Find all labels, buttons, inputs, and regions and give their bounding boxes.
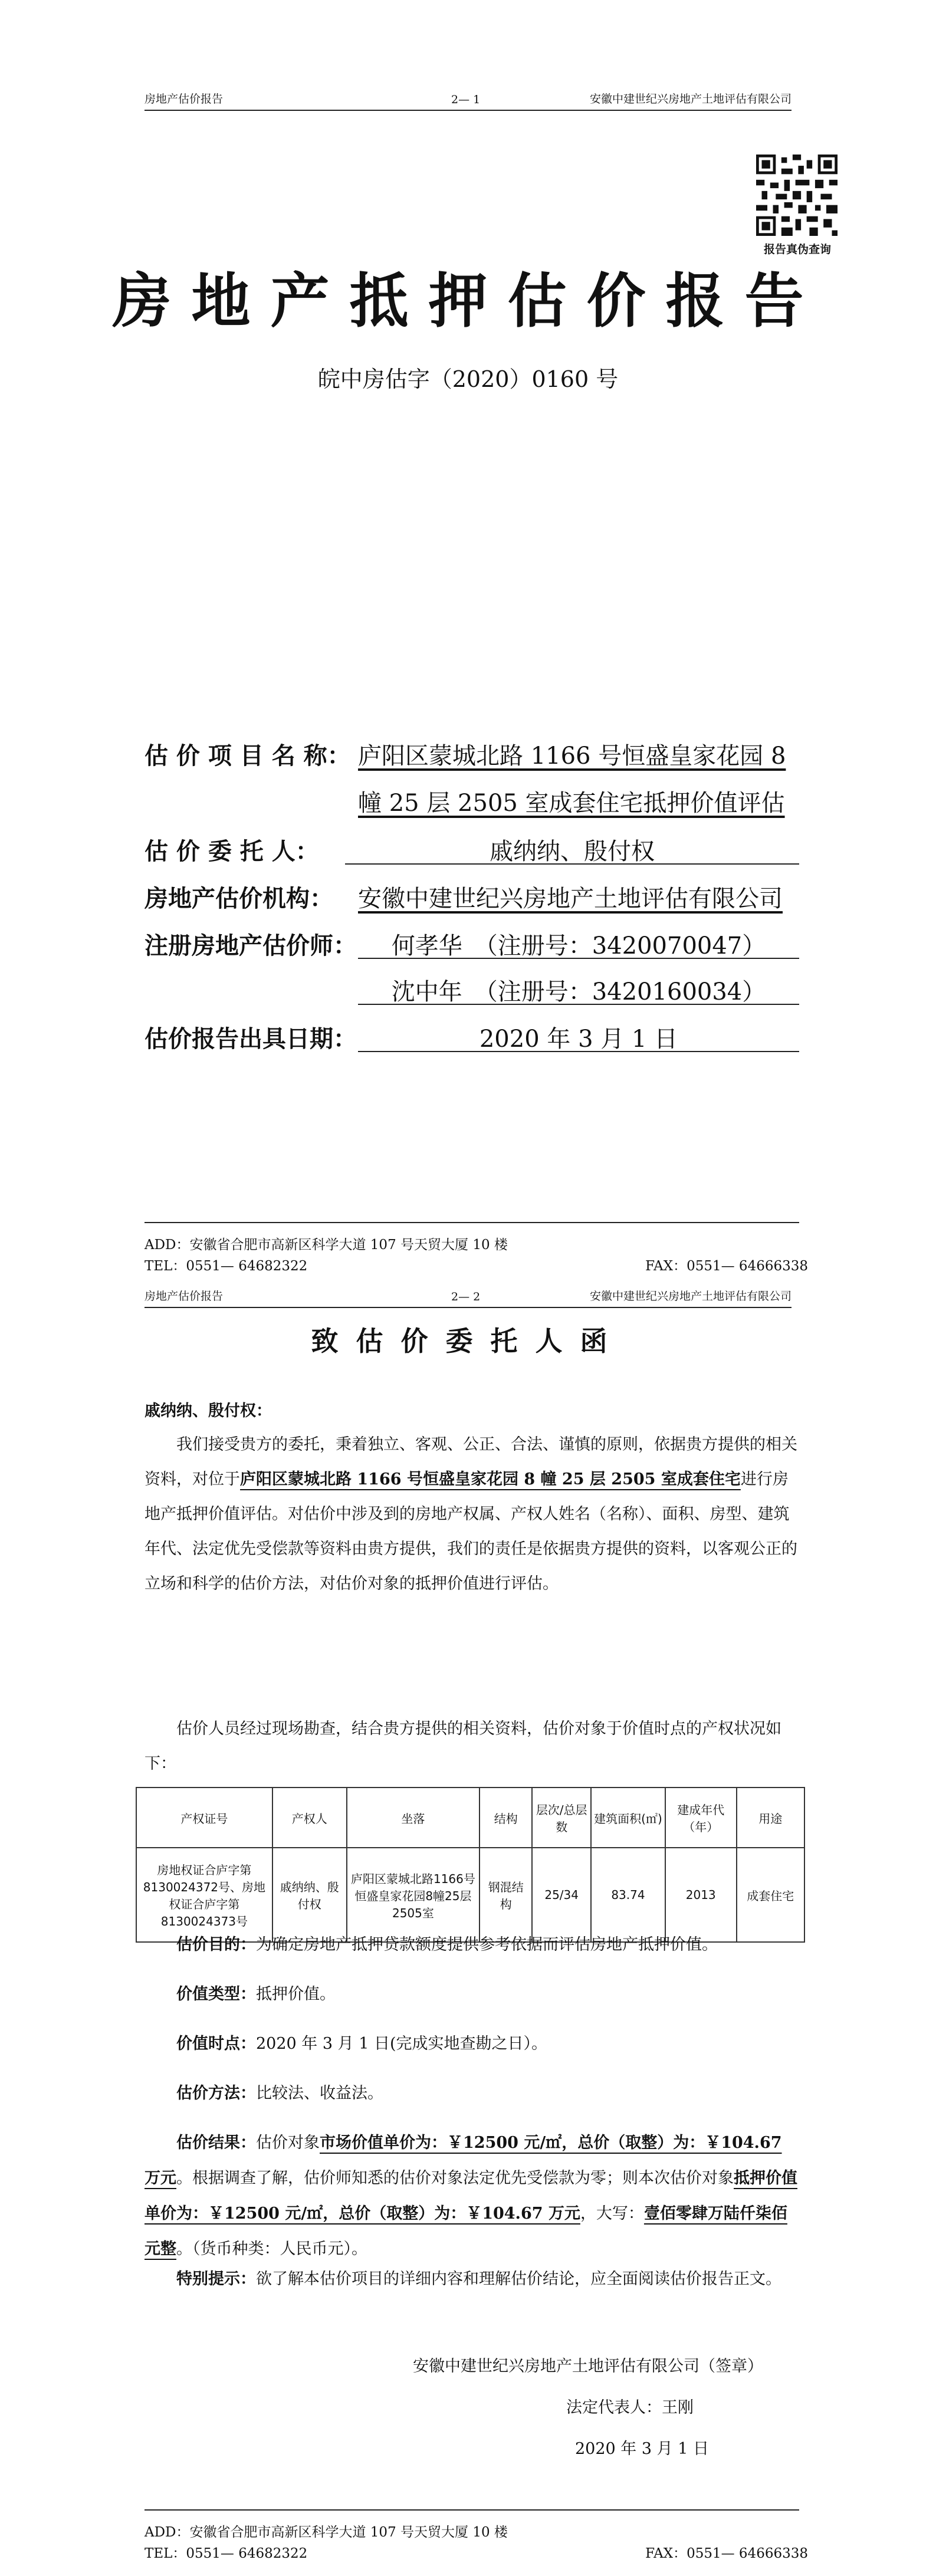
column-header: 结构 [480, 1788, 532, 1848]
report-title: 房地产抵押估价报告 [112, 266, 824, 336]
appraiser-value-2: 沈中年 （注册号：3420160034） [358, 973, 799, 1005]
section-value: 。根据调查了解，估价师知悉的估价对象法定优先受偿款为零；则本次估价对象 [176, 2169, 734, 2187]
market-value: 市场价值单价为：￥12500 元/㎡，总价（取整）为：￥104.67 万元 [144, 2134, 782, 2187]
field-label: 房地产估价机构： [144, 885, 333, 912]
amount-in-words: 壹佰零肆万陆仟柒佰元整 [144, 2204, 787, 2258]
property-table [136, 1787, 805, 1943]
page-header [144, 88, 792, 111]
section-value: 2020 年 3 月 1 日(完成实地查勘之日）。 [256, 2035, 548, 2053]
section-key: 估价方法： [176, 2084, 256, 2102]
header-right: 安徽中建世纪兴房地产土地评估有限公司 [589, 1290, 792, 1303]
footer-tel: TEL：0551— 64682322 [144, 2546, 308, 2561]
footer-fax: FAX：0551— 64666338 [645, 1259, 808, 1274]
section-key: 特别提示： [176, 2270, 256, 2288]
column-header: 建成年代（年） [665, 1788, 737, 1848]
column-header: 产权证号 [136, 1788, 272, 1848]
project-name-line1: 庐阳区蒙城北路 1166 号恒盛皇家花园 8 [358, 742, 786, 770]
table-cell: 房地权证合庐字第8130024372号、房地权证合庐字第8130024373号 [136, 1848, 272, 1942]
mortgage-value: 抵押价值单价为：￥12500 元/㎡，总价（取整）为：￥104.67 万元 [144, 2169, 797, 2223]
section-value: 估价对象 [256, 2134, 320, 2152]
section-value: ，大写： [580, 2204, 644, 2223]
field-label: 估 价 项 目 名 称： [144, 742, 351, 770]
section-key: 估价结果： [176, 2134, 256, 2152]
page-number: 2— 2 [451, 1290, 481, 1303]
section-key: 估价目的： [176, 1936, 256, 1954]
section-key: 价值时点： [176, 2035, 256, 2053]
letter-paragraph-1 [144, 1427, 798, 1601]
section-value: 抵押价值。 [256, 1985, 336, 2003]
letter-paragraph-2: 估价人员经过现场勘查，结合贵方提供的相关资料，估价对象于价值时点的产权状况如下： [144, 1720, 781, 1773]
section-value: 比较法、收益法。 [256, 2084, 383, 2102]
value-type-line [144, 1977, 798, 2012]
section-value: 欲了解本估价项目的详细内容和理解估价结论，应全面阅读估价报告正文。 [256, 2270, 781, 2288]
company-signature: 安徽中建世纪兴房地产土地评估有限公司（签章） [413, 2357, 763, 2375]
header-right: 安徽中建世纪兴房地产土地评估有限公司 [589, 93, 792, 106]
header-left: 房地产估价报告 [144, 1290, 224, 1303]
letter-salutation: 戚纳纳、殷付权： [144, 1402, 272, 1420]
table-cell: 25/34 [532, 1848, 591, 1942]
page-header-2 [144, 1286, 792, 1308]
field-label: 估 价 委 托 人： [144, 838, 319, 865]
page-number: 2— 1 [451, 93, 481, 106]
footer-fax: FAX：0551— 64666338 [645, 2546, 808, 2561]
legal-representative: 法定代表人：王刚 [566, 2398, 694, 2417]
letter-date: 2020 年 3 月 1 日 [575, 2440, 709, 2458]
document-number: 皖中房估字（2020）0160 号 [317, 366, 619, 392]
column-header: 用途 [737, 1788, 804, 1848]
footer-tel: TEL：0551— 64682322 [144, 1259, 308, 1274]
purpose-line [144, 1927, 798, 1962]
header-left: 房地产估价报告 [144, 93, 224, 106]
section-key: 价值类型： [176, 1985, 256, 2003]
paragraph-text: 进行房地产抵押价值评估。对估价中涉及到的房地产权属、产权人姓名（名称）、面积、房型、建筑年代、法定优先受偿款等资料由贵方提供，我们的责任是依据贵方提供的资料，以客观公正的立场和科学的估价方法，对估价对象的抵押价值进行评估。 [144, 1470, 797, 1593]
column-header: 坐落 [347, 1788, 480, 1848]
footer-rule [144, 1222, 799, 1223]
property-address: 庐阳区蒙城北路 1166 号恒盛皇家花园 8 幢 25 层 2505 室成套住宅 [240, 1470, 741, 1489]
table-cell: 83.74 [591, 1848, 665, 1942]
footer-address: ADD：安徽省合肥市高新区科学大道 107 号天贸大厦 10 楼 [144, 1237, 508, 1253]
table-cell: 庐阳区蒙城北路1166号恒盛皇家花园8幢25层2505室 [347, 1848, 480, 1942]
appraiser-value-1: 何孝华 （注册号：3420070047） [358, 927, 799, 959]
section-value: 。（货币种类：人民币元）。 [176, 2240, 367, 2258]
column-header: 建筑面积(㎡) [591, 1788, 665, 1848]
footer-address: ADD：安徽省合肥市高新区科学大道 107 号天贸大厦 10 楼 [144, 2525, 508, 2540]
table-cell: 戚纳纳、殷付权 [272, 1848, 347, 1942]
column-header: 层次/总层数 [532, 1788, 591, 1848]
result-paragraph [144, 2125, 798, 2267]
paragraph-text: 我们接受贵方的委托，秉着独立、客观、公正、合法、谨慎的原则，依据贵方提供的相关资料，对位于 [144, 1435, 797, 1489]
value-time-line [144, 2026, 798, 2061]
section-value: 为确定房地产抵押贷款额度提供参考依据而评估房地产抵押价值。 [256, 1936, 718, 1954]
special-note [144, 2262, 798, 2296]
method-line [144, 2076, 798, 2111]
letter-title: 致估价委托人函 [311, 1325, 625, 1357]
table-cell: 成套住宅 [737, 1848, 804, 1942]
report-date: 2020 年 3 月 1 日 [358, 1020, 799, 1052]
agency-value: 安徽中建世纪兴房地产土地评估有限公司 [358, 885, 783, 912]
table-cell: 2013 [665, 1848, 737, 1942]
table-header-row [136, 1788, 804, 1848]
column-header: 产权人 [272, 1788, 347, 1848]
field-label: 注册房地产估价师： [144, 932, 357, 960]
footer-rule [144, 2509, 799, 2511]
qr-code-icon[interactable] [756, 155, 838, 236]
qr-caption: 报告真伪查询 [763, 243, 831, 256]
client-value: 戚纳纳、殷付权 [345, 833, 799, 865]
field-label: 估价报告出具日期： [144, 1026, 357, 1053]
table-cell: 钢混结构 [480, 1848, 532, 1942]
project-name-line2: 幢 25 层 2505 室成套住宅抵押价值评估 [358, 790, 785, 817]
